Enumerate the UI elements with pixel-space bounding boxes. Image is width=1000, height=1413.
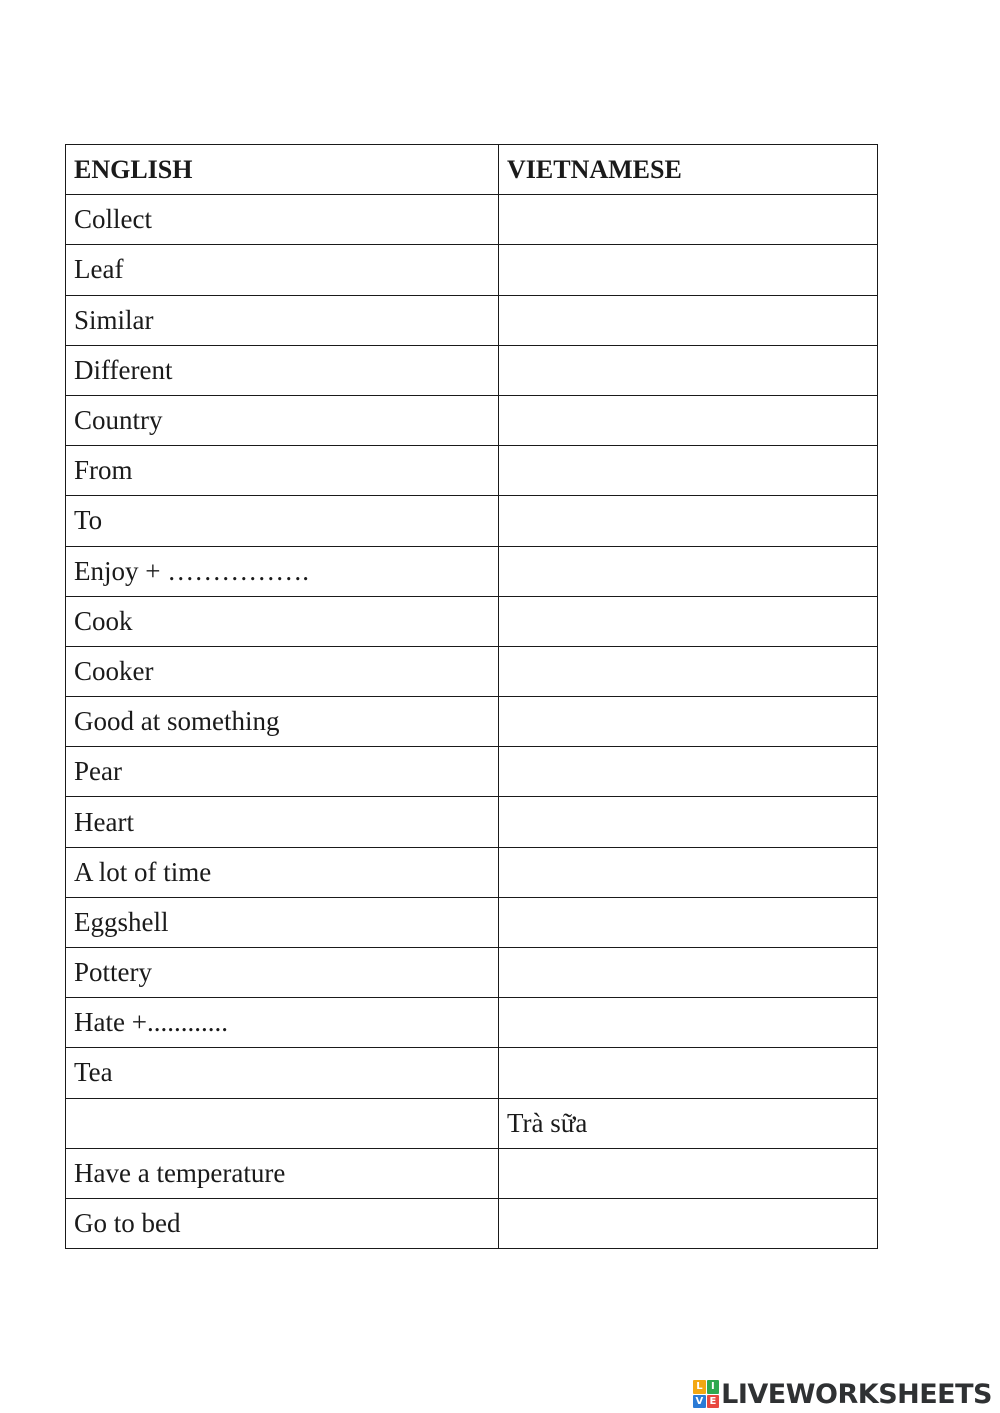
table-row [66,897,878,947]
table-row [66,345,878,395]
table-row [66,395,878,445]
logo-letter-tile: V [693,1395,706,1409]
vietnamese-cell[interactable] [499,1148,878,1198]
liveworksheets-logo-icon [693,1380,719,1408]
table-row [66,1198,878,1248]
table-row [66,998,878,1048]
vietnamese-cell: Trà sữa [499,1098,878,1148]
table-row [66,245,878,295]
table-row [66,546,878,596]
english-cell: Collect [66,195,499,245]
vietnamese-cell[interactable] [499,1198,878,1248]
english-cell: A lot of time [66,847,499,897]
table-row [66,1048,878,1098]
english-cell: Heart [66,797,499,847]
table-row [66,1098,878,1148]
vietnamese-cell[interactable] [499,646,878,696]
vietnamese-cell[interactable] [499,395,878,445]
vietnamese-cell[interactable] [499,546,878,596]
vietnamese-cell[interactable] [499,1048,878,1098]
english-cell: Country [66,395,499,445]
table-row [66,1148,878,1198]
vietnamese-cell[interactable] [499,496,878,546]
english-cell: Cook [66,596,499,646]
english-cell: Different [66,345,499,395]
english-cell: Pear [66,747,499,797]
liveworksheets-logo-text: LIVEWORKSHEETS [721,1378,992,1410]
table-row [66,847,878,897]
english-cell: Leaf [66,245,499,295]
table-row [66,797,878,847]
logo-letter-tile: E [707,1395,720,1409]
logo-letter-tile: I [707,1380,720,1394]
vocabulary-table [65,144,878,1249]
table-row [66,195,878,245]
table-row [66,496,878,546]
vietnamese-column-header: VIETNAMESE [499,145,878,195]
logo-letter-tile: L [693,1380,706,1394]
vietnamese-cell[interactable] [499,998,878,1048]
table-row [66,596,878,646]
table-row [66,747,878,797]
english-cell: Enjoy + ……………. [66,546,499,596]
english-cell: Similar [66,295,499,345]
vietnamese-cell[interactable] [499,295,878,345]
english-cell: Good at something [66,697,499,747]
english-column-header: ENGLISH [66,145,499,195]
english-cell: To [66,496,499,546]
english-cell: Tea [66,1048,499,1098]
vietnamese-cell[interactable] [499,245,878,295]
vietnamese-cell[interactable] [499,897,878,947]
table-header-row [66,145,878,195]
table-row [66,948,878,998]
table-row [66,295,878,345]
table-row [66,646,878,696]
vietnamese-cell[interactable] [499,345,878,395]
english-cell: Cooker [66,646,499,696]
vietnamese-cell[interactable] [499,948,878,998]
table-row [66,697,878,747]
vietnamese-cell[interactable] [499,195,878,245]
english-cell[interactable] [66,1098,499,1148]
english-cell: Hate +............ [66,998,499,1048]
vietnamese-cell[interactable] [499,596,878,646]
vietnamese-cell[interactable] [499,847,878,897]
english-cell: Eggshell [66,897,499,947]
vietnamese-cell[interactable] [499,797,878,847]
table-row [66,446,878,496]
vietnamese-cell[interactable] [499,446,878,496]
vietnamese-cell[interactable] [499,747,878,797]
vietnamese-cell[interactable] [499,697,878,747]
english-cell: From [66,446,499,496]
english-cell: Pottery [66,948,499,998]
english-cell: Go to bed [66,1198,499,1248]
english-cell: Have a temperature [66,1148,499,1198]
liveworksheets-logo [693,1378,992,1410]
